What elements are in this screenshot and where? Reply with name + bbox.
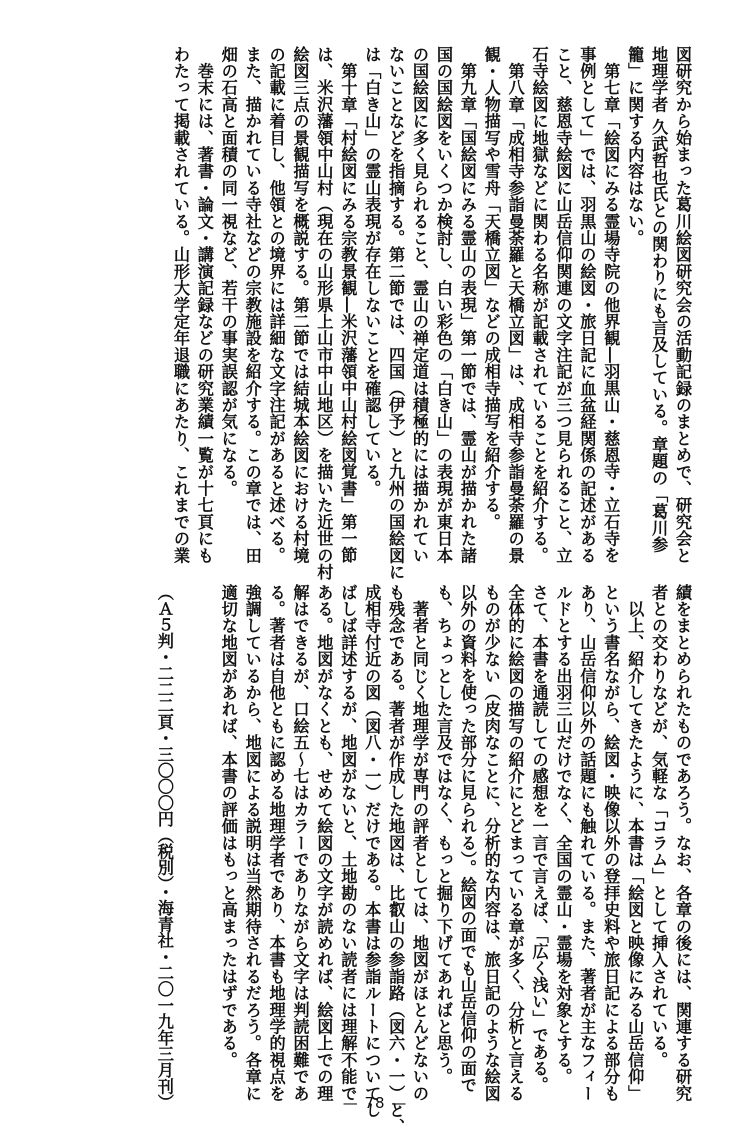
page-number: — 78 —	[342, 1094, 408, 1112]
text-line: 事例として」では、羽黒山の絵図・旅日記に血盆経関係の記述がある	[577, 46, 597, 564]
text-line: 国の国絵図をいくつか検討し、白い彩色の「白き山」の表現が東日本	[433, 46, 453, 564]
text-line: こと、慈恩寺絵図に山岳信仰関連の文字注記が三つ見られること、立	[553, 46, 573, 564]
text-line: 地理学者 久武哲也氏との関わりにも言及している。章題の「葛川参	[649, 46, 669, 554]
text-line: 籠」に関する内容はない。	[625, 46, 645, 247]
text-line: 畑の石高と面積の同一視など、若干の事実誤認が気になる。	[218, 46, 238, 497]
text-line: 第九章「国絵図にみる霊山の表現」第一節では、霊山が描かれた諸	[457, 46, 477, 564]
text-line: さて、本書を通読しての感想を一言で言えば、「広く浅い」である。	[529, 584, 549, 1094]
publication-info: （Ａ５判・二二二頁・三〇〇〇円（税別）・海青社・二〇一九年三月刊）	[154, 584, 174, 1111]
text-line: 第八章「成相寺参詣曼荼羅と天橋立図」は、成相寺参詣曼荼羅の景	[505, 46, 525, 564]
text-line: 強調しているから、地図による説明は当然期待されるだろう。各章に	[242, 584, 262, 1102]
text-line: 者との交わりなどが、気軽な「コラム」として挿入されている。	[649, 584, 669, 1069]
text-line: 全体的に絵図の描写の紹介にとどまっている章が多く、分析と言える	[505, 584, 525, 1102]
text-line: の国絵図に多く見られること、霊山の禅定道は積極的には描かれてい	[410, 46, 430, 564]
text-line: 績をまとめられたものであろう。なお、各章の後には、関連する研究	[673, 584, 692, 1102]
text-line: も残念である。著者が作成した地図は、比叡山の参詣路（図六・一）と、	[386, 584, 406, 1135]
text-line: 巻末には、著書・論文・講演記録などの研究業績一覧が十七頁にも	[194, 46, 214, 564]
text-line: 著者と同じく地理学が専門の評者としては、地図がほとんどないの	[410, 584, 430, 1102]
text-line: 観・人物描写や雪舟「天橋立図」などの成相寺描写を紹介する。	[481, 46, 501, 531]
text-line: 以上、紹介してきたように、本書は「絵図と映像にみる山岳信仰」	[625, 584, 645, 1102]
text-line: 第七章「絵図にみる霊場寺院の他界観―羽黒山・慈恩寺・立石寺を	[601, 46, 621, 564]
text-line: は、米沢藩領中山村（現在の山形県上山市中山地区）を描いた近世の村	[314, 46, 334, 581]
text-line: 解はできるが、口絵五～七はカラーでありながら文字は判読困難であ	[290, 584, 310, 1102]
text-line: あり、山岳信仰以外の話題にも触れている。また、著者が主なフィー	[577, 584, 597, 1102]
text-line: ものが少ない（皮肉なことに、分析的な内容は、旅日記のような絵図	[481, 584, 501, 1102]
text-line: ないことなどを指摘する。第二節では、四国（伊予）と九州の国絵図に	[386, 46, 406, 581]
text-line: る。著者は自他ともに認める地理学者であり、本書も地理学的視点を	[266, 584, 286, 1102]
upper-text-block	[54, 46, 694, 581]
text-line: 以外の資料を使った部分に見られる）。絵図の面でも山岳信仰の面で	[457, 584, 477, 1094]
text-line: は「白き山」の霊山表現が存在しないことを確認している。	[362, 46, 382, 497]
text-line: という書名ながら、絵図・映像以外の登拝史料や旅日記による部分も	[601, 584, 621, 1102]
text-line: 適切な地図があれば、本書の評価はもっと高まったはずである。	[218, 584, 238, 1069]
text-line: ばしば詳述するが、地図がないと、土地勘のない読者には理解不能で	[338, 584, 358, 1102]
text-line: 図研究から始まった葛川絵図研究会の活動記録のまとめで、研究会と	[673, 46, 692, 564]
text-line: また、描かれている寺社などの宗教施設を紹介する。この章では、田	[242, 46, 262, 564]
text-line: ある。地図がなくとも、せめて絵図の文字が読めれば、絵図上での理	[314, 584, 334, 1102]
text-line: の記載に着目し、他領との境界には詳細な文字注記があると述べる。	[266, 46, 286, 564]
text-line: 絵図三点の景観描写を概説する。第二節では結城本絵図における村境	[290, 46, 310, 564]
text-line: ルドとする出羽三山だけでなく、全国の霊山・霊場を対象とする。	[553, 584, 573, 1085]
text-line: わたって掲載されている。山形大学定年退職にあたり、これまでの業	[170, 46, 190, 564]
text-line: 石寺絵図に地獄などに関わる名称が記載されていることを紹介する。	[529, 46, 549, 564]
text-line: も、ちょっとした言及ではなく、もっと掘り下げてあればと思う。	[433, 584, 453, 1085]
text-line: 第十章「村絵図にみる宗教景観―米沢藩領中山村絵図覚書」第一節	[338, 46, 358, 564]
text-line: 成相寺付近の図（図八・一）だけである。本書は参詣ルートについてし	[362, 584, 382, 1119]
